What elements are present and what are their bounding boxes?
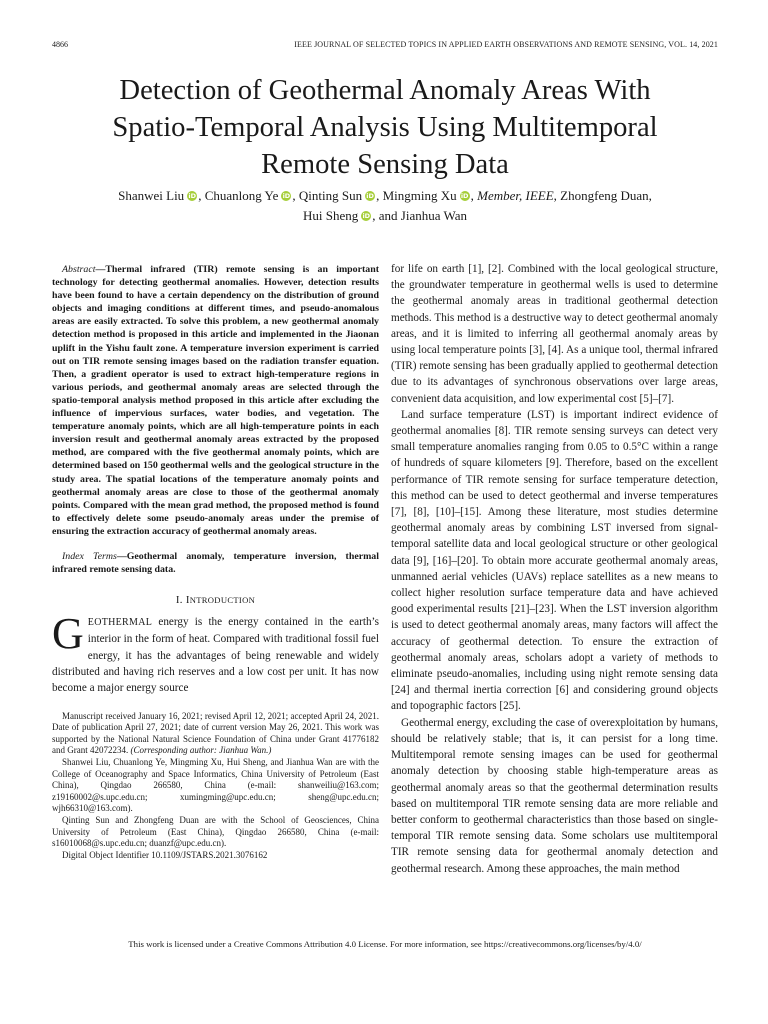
section-numeral: I. xyxy=(175,594,186,607)
title-line-3: Remote Sensing Data xyxy=(261,149,509,180)
index-terms-text: —Geothermal anomaly, temperature inversion, thermal infrared remote sensing data. xyxy=(52,550,379,576)
right-column xyxy=(391,261,718,877)
intro-caps: EOTHERMAL xyxy=(87,617,153,629)
author-role: Member, IEEE xyxy=(477,188,554,203)
index-terms xyxy=(52,550,379,576)
section-rest: NTRODUCTION xyxy=(189,595,256,606)
paper-title xyxy=(52,72,718,183)
license-notice: This work is licensed under a Creative Commons Attribution 4.0 License. For more information, see https://creativecommons.org/licenses/by/4.0/ xyxy=(128,939,642,949)
corresponding-author: (Corresponding author: Jianhua Wan.) xyxy=(130,745,272,756)
title-line-1: Detection of Geothermal Anomaly Areas With xyxy=(119,75,651,106)
intro-paragraph xyxy=(52,609,379,696)
footnotes xyxy=(52,711,379,862)
body-paragraph-1: for life on earth [1], [2]. Combined with the local geological structure, the groundwater temperature in geothermal wells is used to determine the geothermal anomaly areas in traditional geothermal detection methods. This method is a destructive way to detect geothermal anomaly areas, and it is limited to inferring all geothermal anomaly areas by using local temperature points [3], [4]. As a unique tool, thermal infrared (TIR) remote sensing has been gradually applied to geothermal detection due to its advantages of synchronous observations over large areas, convenient data acquisition, and low experimental cost [5]–[7]. xyxy=(391,263,718,405)
title-line-2: Spatio-Temporal Analysis Using Multitemporal xyxy=(112,112,658,143)
abstract xyxy=(52,263,379,538)
intro-text: energy is the energy contained in the earth’s interior in the form of heat. Compared with traditional fossil fuel energy, it has the advantages of being renewable and widely distributed and having rich reserves and a low cost per unit. It has now become a major energy source xyxy=(52,616,379,695)
index-terms-lead: Index Terms xyxy=(62,550,117,562)
author-name: , Chuanlong Ye xyxy=(198,188,279,203)
author-name: , Zhongfeng Duan, xyxy=(553,188,652,203)
orcid-icon[interactable]: iD xyxy=(460,192,469,200)
abstract-lead: Abstract xyxy=(62,264,96,275)
footnote-manuscript xyxy=(52,711,379,757)
section-initial: I xyxy=(185,594,190,607)
author-list xyxy=(52,186,718,226)
author-name: , and Jianhua Wan xyxy=(372,208,467,223)
footnote-text: Manuscript received January 16, 2021; revised April 12, 2021; accepted April 24, 2021. Date of publication April 27, 2021; date of current version May 26, 2021. This work was supported by the National Natural Science Foundation of China under Grant 41776182 and Grant 42072234. xyxy=(52,710,379,756)
body-paragraph-3: Geothermal energy, excluding the case of overexploitation by humans, should be relatively stable; that is, it can persist for a long time. Multitemporal remote sensing images can be used for geothermal anomaly detection by choosing stable high-temperature areas as geothermal anomaly areas so that the geothermal determination results based on multitemporal TIR remote sensing data are more reliable and better conform to geothermal characteristics than those based on single-temporal TIR remote sensing data. Some scholars use multitemporal TIR remote sensing data for geothermal anomaly detection and geothermal research. Among these approaches, the main method xyxy=(391,716,718,875)
orcid-icon[interactable]: iD xyxy=(366,192,374,200)
author-name: Hui Sheng xyxy=(303,208,359,223)
footnote-affiliation-1: Shanwei Liu, Chuanlong Ye, Mingming Xu, Hui Sheng, and Jianhua Wan are with the College of Oceanography and Space Informatics, China University of Petroleum (East China), Qingdao 266580, China (e-mail: shanweiliu@163.com; z19160002@s.upc.edu.cn; xumingming@upc.edu.cn; sheng@upc.edu.cn; wjh66310@163.com). xyxy=(52,757,379,814)
orcid-icon[interactable]: iD xyxy=(188,192,196,200)
body-paragraph-2: Land surface temperature (LST) is important indirect evidence of geothermal anomalies [8]. TIR remote sensing surveys can detect very small temperature anomalies ranging from 0.05 to 0.5°C within a range of hundreds of square kilometers [9]. Therefore, based on the excellent performance of TIR remote sensing for surface temperature detection, this method can be used to detect geothermal and inverse temperatures [7], [8], [10]–[15]. Among these literature, most studies determine geothermal anomaly areas by combining LST inversed from signal-temporal satellite data and local geological structure or other geological data [9], [16]–[20]. To obtain more accurate geothermal anomaly areas, unmanned aerial vehicles (UAVs) replace satellites as a new means to collect higher resolution surface temperature data and have achieved good experimental results [21]–[23]. When the LST inversion algorithm is used to detect geothermal anomaly areas, many factors will affect the accuracy of geothermal detection. To ensure the extraction of geothermal anomaly areas, scholars adopt a variety of methods to eliminate pseudo-anomalies, including using night remote sensing data [24] and thermal inertia correction [6] and considering ground objects and topographic factors [25]. xyxy=(391,408,718,713)
journal-name: IEEE JOURNAL OF SELECTED TOPICS IN APPLIED EARTH OBSERVATIONS AND REMOTE SENSING, VOL. 14, 2021 xyxy=(294,40,718,49)
author-name: , Mingming Xu xyxy=(376,188,457,203)
author-line-2 xyxy=(52,206,718,226)
footnote-doi: Digital Object Identifier 10.1109/JSTARS.2021.3076162 xyxy=(62,849,268,860)
left-column xyxy=(52,263,379,861)
author-line-1 xyxy=(52,186,718,206)
page-number: 4866 xyxy=(52,40,68,49)
section-heading-introduction xyxy=(52,594,379,606)
orcid-icon[interactable]: iD xyxy=(282,192,291,200)
author-name: Shanwei Liu xyxy=(118,188,185,203)
footnote-affiliation-2: Qinting Sun and Zhongfeng Duan are with the School of Geosciences, China University of Petroleum (East China), Qingdao 266580, China (e-mail: s16010068@s.upc.edu.cn; duanzf@upc.edu.cn). xyxy=(52,814,379,849)
drop-cap: G xyxy=(52,609,84,659)
orcid-icon[interactable]: iD xyxy=(362,212,371,220)
running-header xyxy=(52,40,718,52)
author-name: , Qinting Sun xyxy=(292,188,363,203)
abstract-text: —Thermal infrared (TIR) remote sensing is an important technology for detecting geothermal anomalies. However, detection results have been found to have a certain dependency on the distribution of ground objects and imaging conditions at different times, and pseudo-anomalous areas are easily extracted. To solve this problem, a new geothermal anomaly detection method is proposed in this article and implemented in the Jiaonan uplift in the Yishu fault zone. A temperature inversion experiment is carried out on TIR remote sensing images based on the radiation transfer equation. Then, a gradient operator is used to extract high-temperature regions in various periods, and geothermal anomaly areas are selected through the spatio-temporal analysis method proposed in this article after excluding the influence of impervious surfaces, water bodies, and vegetation. The temperature anomaly points, which are all high-temperature points in each inversion result and geothermal anomaly areas extracted by the proposed method, are compared with the five geothermal anomaly points, which are determined based on 150 geothermal wells and the geological structure in the study area. The spatial locations of the temperature anomaly points and geothermal anomaly areas are close to those of the geothermal anomaly points. Compared with the mean grad method, the proposed method is found to effectively delete some pseudo-anomaly areas under the premise of ensuring the extraction accuracy of geothermal anomaly areas. xyxy=(52,264,379,537)
author-separator: , xyxy=(470,188,478,203)
